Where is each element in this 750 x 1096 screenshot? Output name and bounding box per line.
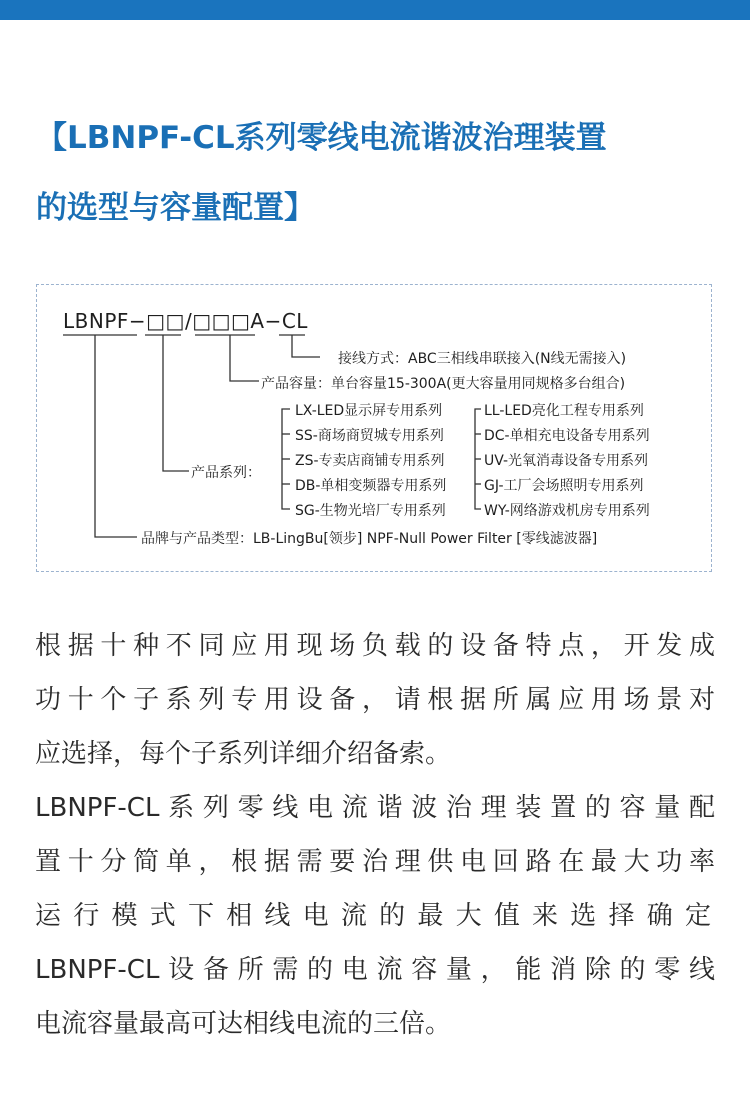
paragraph-2-line-1: LBNPF-CL系列零线电流谐波治理装置的容量配 bbox=[35, 793, 715, 823]
paragraph-2-line-4: LBNPF-CL设备所需的电流容量，能消除的零线 bbox=[35, 955, 715, 985]
paragraph-1-line-3: 应选择，每个子系列详细介绍备索。 bbox=[35, 739, 452, 769]
top-accent-bar bbox=[0, 0, 750, 20]
model-slots-capacity: □□□ bbox=[192, 309, 251, 333]
series-left-2: SS-商场商贸城专用系列 bbox=[295, 428, 444, 444]
series-left-3: ZS-专卖店商铺专用系列 bbox=[295, 453, 445, 469]
paragraph-1-line-1: 根据十种不同应用现场负载的设备特点，开发成 bbox=[35, 631, 715, 661]
page-title bbox=[36, 103, 726, 243]
paragraph-2-line-5: 电流容量最高可达相线电流的三倍。 bbox=[35, 1009, 452, 1039]
series-right-3: UV-光氧消毒设备专用系列 bbox=[484, 453, 649, 469]
model-selection-diagram bbox=[36, 284, 712, 572]
series-right-2: DC-单相充电设备专用系列 bbox=[484, 428, 650, 444]
series-left-4: DB-单相变频器专用系列 bbox=[295, 478, 447, 494]
product-capacity: 产品容量：单台容量15-300A(更大容量用同规格多台组合) bbox=[261, 376, 626, 392]
series-left-1: LX-LED显示屏专用系列 bbox=[295, 403, 443, 419]
series-right-4: GJ-工厂会场照明专用系列 bbox=[484, 478, 644, 494]
series-left-5: SG-生物光培厂专用系列 bbox=[295, 503, 446, 519]
series-right-5: WY-网络游戏机房专用系列 bbox=[484, 503, 650, 519]
model-suffix: A−CL bbox=[250, 309, 308, 333]
paragraph-1-line-2: 功十个子系列专用设备，请根据所属应用场景对 bbox=[35, 685, 715, 715]
brand-product-type: 品牌与产品类型：LB-LingBu[领步] NPF-Null Power Filter [零线滤波器] bbox=[141, 531, 598, 547]
series-right-1: LL-LED亮化工程专用系列 bbox=[484, 403, 644, 419]
body-text bbox=[35, 619, 715, 1051]
product-series-label: 产品系列： bbox=[191, 465, 261, 481]
wiring-method: 接线方式：ABC三相线串联接入(N线无需接入) bbox=[338, 351, 627, 367]
model-code bbox=[63, 309, 308, 333]
paragraph-2-line-2: 置十分简单，根据需要治理供电回路在最大功率 bbox=[35, 847, 715, 877]
model-slots-series: □□ bbox=[146, 309, 185, 333]
model-separator: / bbox=[184, 309, 193, 333]
title-line-1: 【LBNPF-CL系列零线电流谐波治理装置 bbox=[36, 120, 607, 156]
model-prefix: LBNPF− bbox=[63, 309, 147, 333]
paragraph-2-line-3: 运行模式下相线电流的最大值来选择确定 bbox=[35, 901, 715, 931]
title-line-2: 的选型与容量配置】 bbox=[36, 190, 315, 226]
